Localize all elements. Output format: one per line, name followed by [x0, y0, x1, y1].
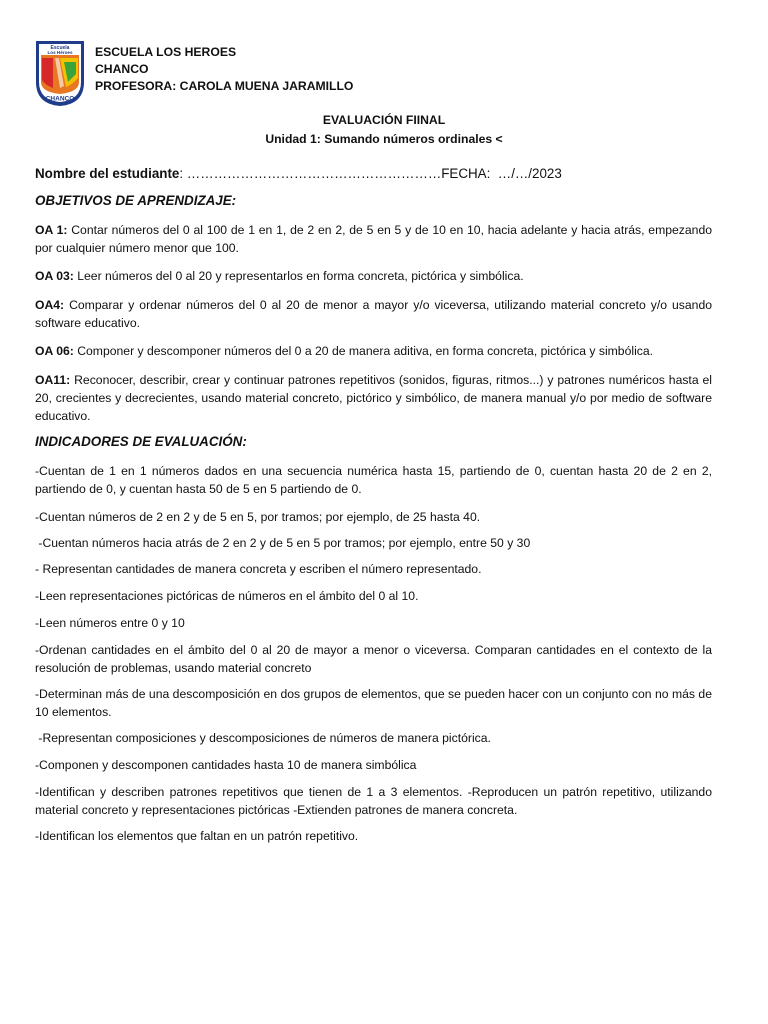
student-name-field[interactable]: : …………………………………………………	[179, 166, 442, 181]
school-city: CHANCO	[95, 62, 149, 76]
student-line	[35, 166, 562, 181]
logo-bottom-text: CHANCO	[45, 95, 75, 103]
objectives-heading: OBJETIVOS DE APRENDIZAJE:	[35, 193, 237, 208]
indicator-item: -Cuentan números de 2 en 2 y de 5 en 5, por tramos; por ejemplo, de 25 hasta 40.	[35, 510, 481, 524]
objective-code: OA 06:	[35, 344, 74, 358]
indicator-item: -Componen y descomponen cantidades hasta 10 de manera simbólica	[35, 758, 417, 772]
indicators-heading: INDICADORES DE EVALUACIÓN:	[35, 434, 247, 449]
school-name: ESCUELA LOS HEROES	[95, 45, 237, 59]
page-title: EVALUACIÓN FIINAL	[322, 113, 446, 127]
objective-text: Reconocer, describir, crear y continuar patrones repetitivos (sonidos, figuras, ritmos...) y patrones numéricos hasta el 20, crecientes y decrecientes, usando material concreto, pictórico y simbólico, de manera manual y/o por medio de software educativo.	[35, 373, 712, 423]
indicator-item: -Cuentan números hacia atrás de 2 en 2 y de 5 en 5 por tramos; por ejemplo, entre 50 y 30	[35, 536, 531, 550]
indicator-item: - Representan cantidades de manera concreta y escriben el número representado.	[35, 562, 482, 576]
objective-text: Leer números del 0 al 20 y representarlos en forma concreta, pictórica y simbólica.	[73, 269, 524, 283]
logo-top-text-1: Escuela	[50, 45, 70, 51]
date-field[interactable]: …/…/2023	[497, 166, 562, 181]
page-subtitle: Unidad 1: Sumando números ordinales <	[265, 132, 503, 146]
indicator-item: -Identifican los elementos que faltan en un patrón repetitivo.	[35, 829, 359, 843]
objective-item	[35, 371, 712, 425]
indicator-item: -Cuentan de 1 en 1 números dados en una secuencia numérica hasta 15, partiendo de 0, cuentan hasta 20 de 2 en 2, partiendo de 0, y cuentan hasta 50 de 5 en 5 partiendo de 0.	[35, 464, 712, 496]
indicator-item: -Leen representaciones pictóricas de números en el ámbito del 0 al 10.	[35, 589, 419, 603]
objective-item	[35, 296, 712, 332]
objective-item	[35, 342, 712, 360]
date-label: FECHA:	[441, 166, 491, 181]
teacher-name: PROFESORA: CAROLA MUENA JARAMILLO	[95, 79, 354, 93]
objective-code: OA 1:	[35, 223, 68, 237]
objective-code: OA11:	[35, 373, 71, 387]
indicator-item: -Leen números entre 0 y 10	[35, 616, 185, 630]
objective-item	[35, 267, 712, 285]
indicator-item: -Representan composiciones y descomposiciones de números de manera pictórica.	[35, 731, 491, 745]
objective-code: OA 03:	[35, 269, 74, 283]
logo-top-text-2: Los Héroes	[47, 50, 73, 55]
title-block	[0, 111, 768, 149]
objective-item	[35, 221, 712, 257]
student-name-label: Nombre del estudiante	[35, 166, 180, 181]
indicator-item: -Determinan más de una descomposición en dos grupos de elementos, que se pueden hacer con un conjunto con no más de 10 elementos.	[35, 687, 712, 719]
objective-code: OA4:	[35, 298, 65, 312]
objective-text: Comparar y ordenar números del 0 al 20 de menor a mayor y/o viceversa, utilizando material concreto y/o usando software educativo.	[35, 298, 712, 330]
school-logo	[33, 38, 87, 108]
indicator-item: -Ordenan cantidades en el ámbito del 0 al 20 de mayor a menor o viceversa. Comparan cantidades en el contexto de la resolución de problemas, usando material concreto	[35, 643, 712, 675]
indicator-item: -Identifican y describen patrones repetitivos que tienen de 1 a 3 elementos. -Reproducen un patrón repetitivo, utilizando material concreto y representaciones pictóricas -Extienden patrones de manera concreta.	[35, 785, 712, 817]
school-info	[95, 44, 353, 95]
objective-text: Componer y descomponer números del 0 a 20 de manera aditiva, en forma concreta, pictórica y simbólica.	[73, 344, 654, 358]
objective-text: Contar números del 0 al 100 de 1 en 1, de 2 en 2, de 5 en 5 y de 10 en 10, hacia adelante y hacia atrás, empezando por cualquier número menor que 100.	[35, 223, 712, 255]
